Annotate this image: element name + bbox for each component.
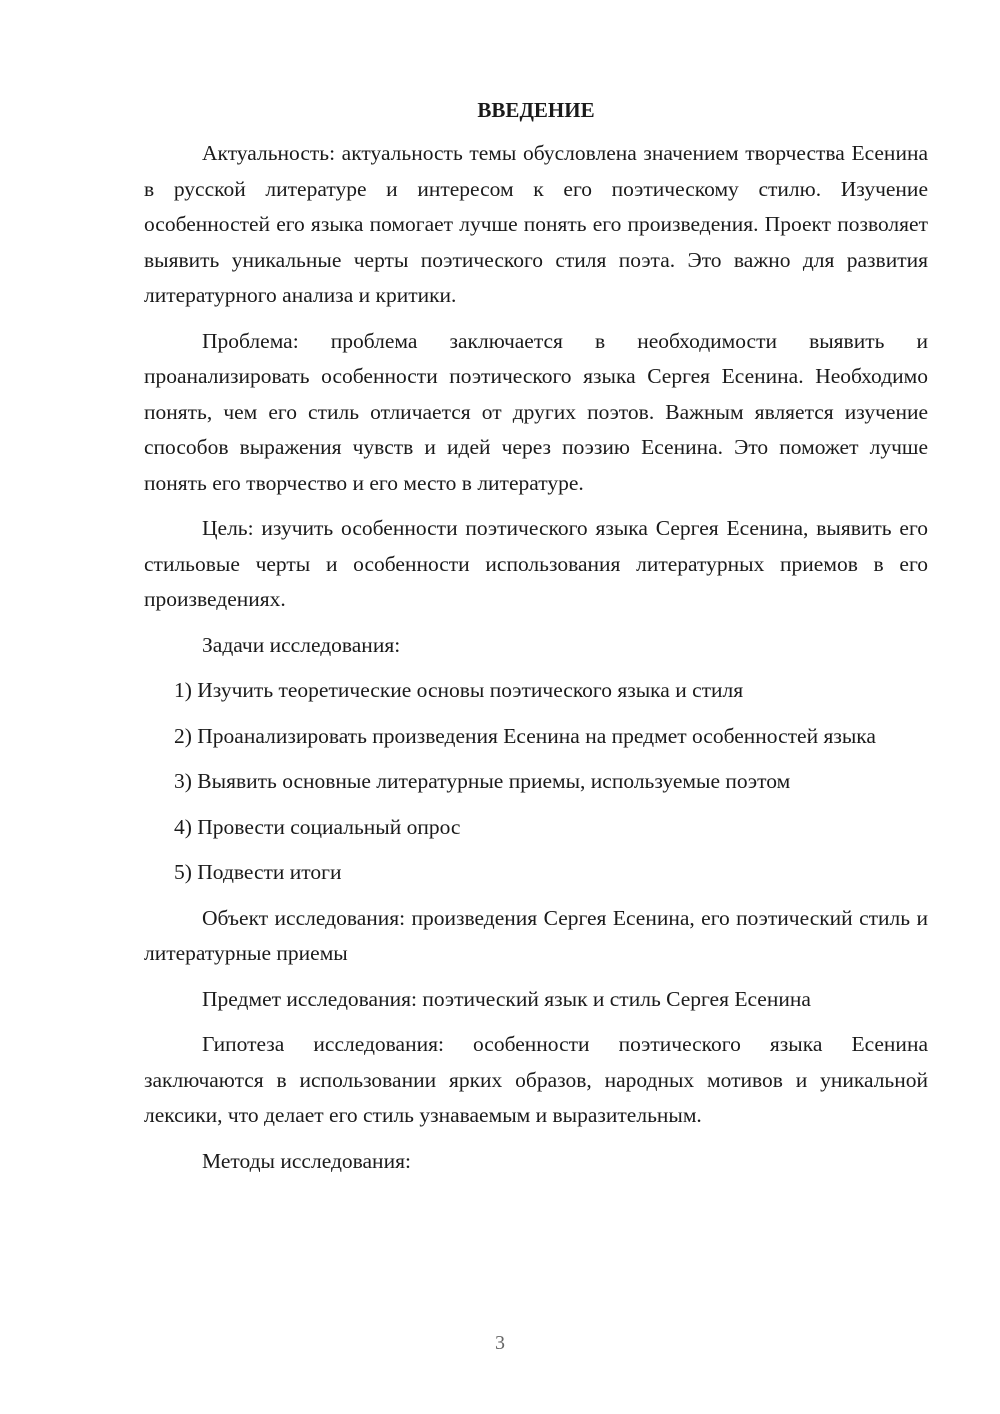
list-item: 5) Подвести итоги <box>174 860 342 884</box>
list-item: 1) Изучить теоретические основы поэтического языка и стиля <box>174 678 744 702</box>
tasks-title: Задачи исследования: <box>202 632 401 657</box>
subject-paragraph: Предмет исследования: поэтический язык и стиль Сергея Есенина <box>202 986 811 1011</box>
relevance-paragraph: Актуальность: актуальность темы обусловлена значением творчества Есенина в русской литературе и интересом к его поэтическому стилю. Изучение особенностей его языка помогает лучше понять его произведения. Проект позволяет выявить уникальные черты поэтического стиля поэта. Это важно для развития литературного анализа и критики. <box>144 141 928 307</box>
hypothesis-paragraph: Гипотеза исследования: особенности поэтического языка Есенина заключаются в использовании ярких образов, народных мотивов и уникальной лексики, что делает его стиль узнаваемым и выразительным. <box>144 1032 928 1127</box>
problem-paragraph: Проблема: проблема заключается в необходимости выявить и проанализировать особенности поэтического языка Сергея Есенина. Необходимо понять, чем его стиль отличается от других поэтов. Важным является изучение способов выражения чувств и идей через поэзию Есенина. Это поможет лучше понять его творчество и его место в литературе. <box>144 328 928 495</box>
methods-title: Методы исследования: <box>202 1148 411 1173</box>
list-item: 4) Провести социальный опрос <box>174 814 461 839</box>
tasks-list <box>144 673 928 891</box>
document-page <box>144 92 928 1189</box>
goal-paragraph: Цель: изучить особенности поэтического языка Сергея Есенина, выявить его стильовые черты и особенности использования литературных приемов в его произведениях. <box>144 516 928 611</box>
list-item: 3) Выявить основные литературные приемы, используемые поэтом <box>174 769 791 793</box>
object-paragraph: Объект исследования: произведения Сергея Есенина, его поэтический стиль и литературные приемы <box>144 905 928 965</box>
list-item: 2) Проанализировать произведения Есенина на предмет особенностей языка <box>174 723 876 748</box>
page-number: 3 <box>495 1332 505 1354</box>
section-heading: ВВЕДЕНИЕ <box>477 98 595 122</box>
